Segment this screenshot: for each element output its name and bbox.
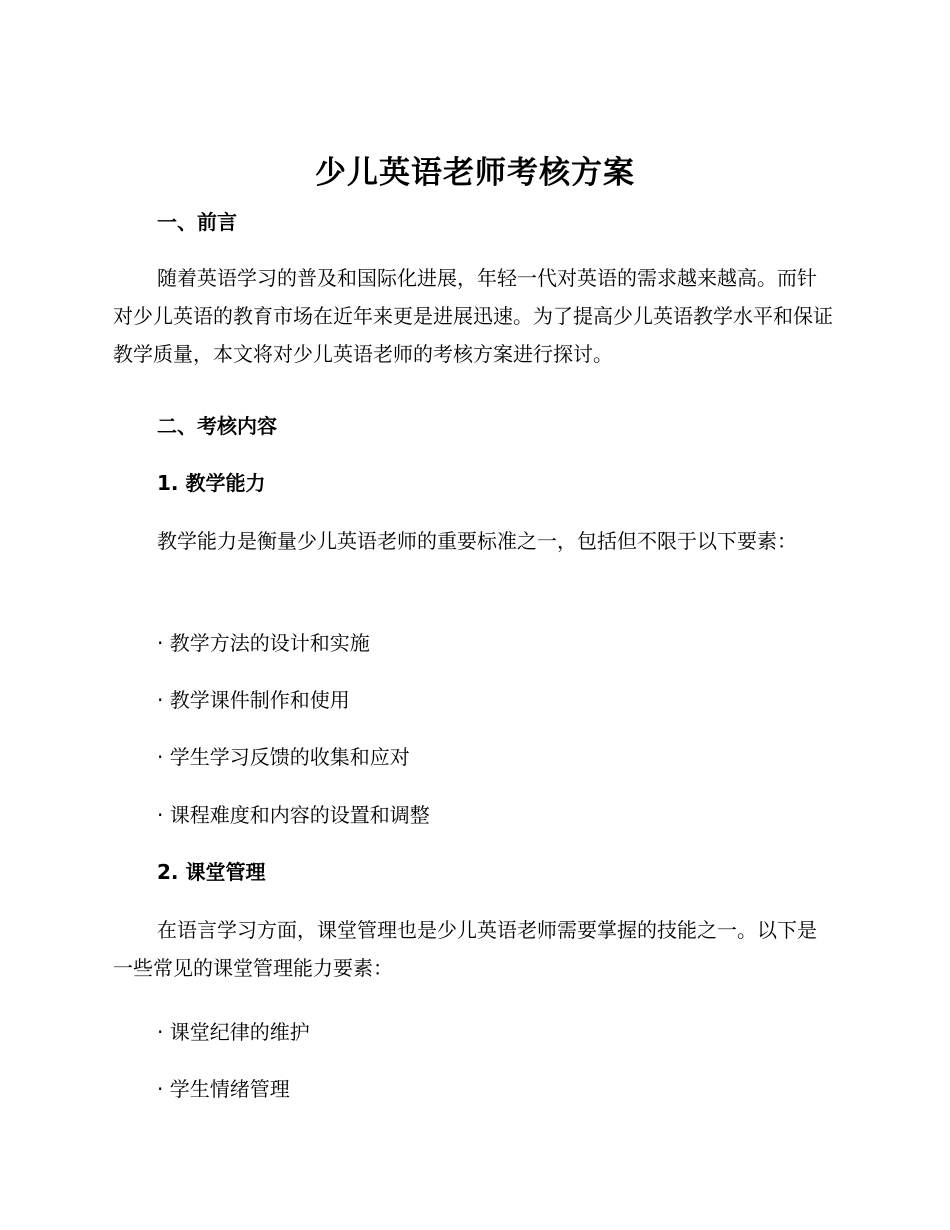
list-item: · 课程难度和内容的设置和调整 — [157, 803, 430, 827]
classroom-management-paragraph: 在语言学习方面，课堂管理也是少儿英语老师需要掌握的技能之一。以下是一些常见的课堂管理能力要素： — [113, 918, 817, 980]
preface-paragraph: 随着英语学习的普及和国际化进展，年轻一代对英语的需求越来越高。而针对少儿英语的教育市场在近年来更是进展迅速。为了提高少儿英语教学水平和保证教学质量，本文将对少儿英语老师的考核方案进行探讨。 — [113, 266, 833, 366]
teaching-ability-paragraph: 教学能力是衡量少儿英语老师的重要标准之一，包括但不限于以下要素： — [157, 529, 797, 553]
list-item: · 学生学习反馈的收集和应对 — [157, 745, 410, 769]
list-item: · 教学课件制作和使用 — [157, 688, 350, 712]
section-heading-preface: 一、前言 — [157, 210, 237, 234]
list-item: · 课堂纪律的维护 — [157, 1020, 310, 1044]
list-item: · 学生情绪管理 — [157, 1077, 290, 1101]
list-item: · 教学方法的设计和实施 — [157, 631, 370, 655]
subsection-heading-teaching-ability: 1. 教学能力 — [157, 471, 266, 495]
section-heading-assessment-content: 二、考核内容 — [157, 414, 277, 438]
document-title: 少儿英语老师考核方案 — [315, 155, 635, 191]
subsection-heading-classroom-management: 2. 课堂管理 — [157, 860, 266, 884]
